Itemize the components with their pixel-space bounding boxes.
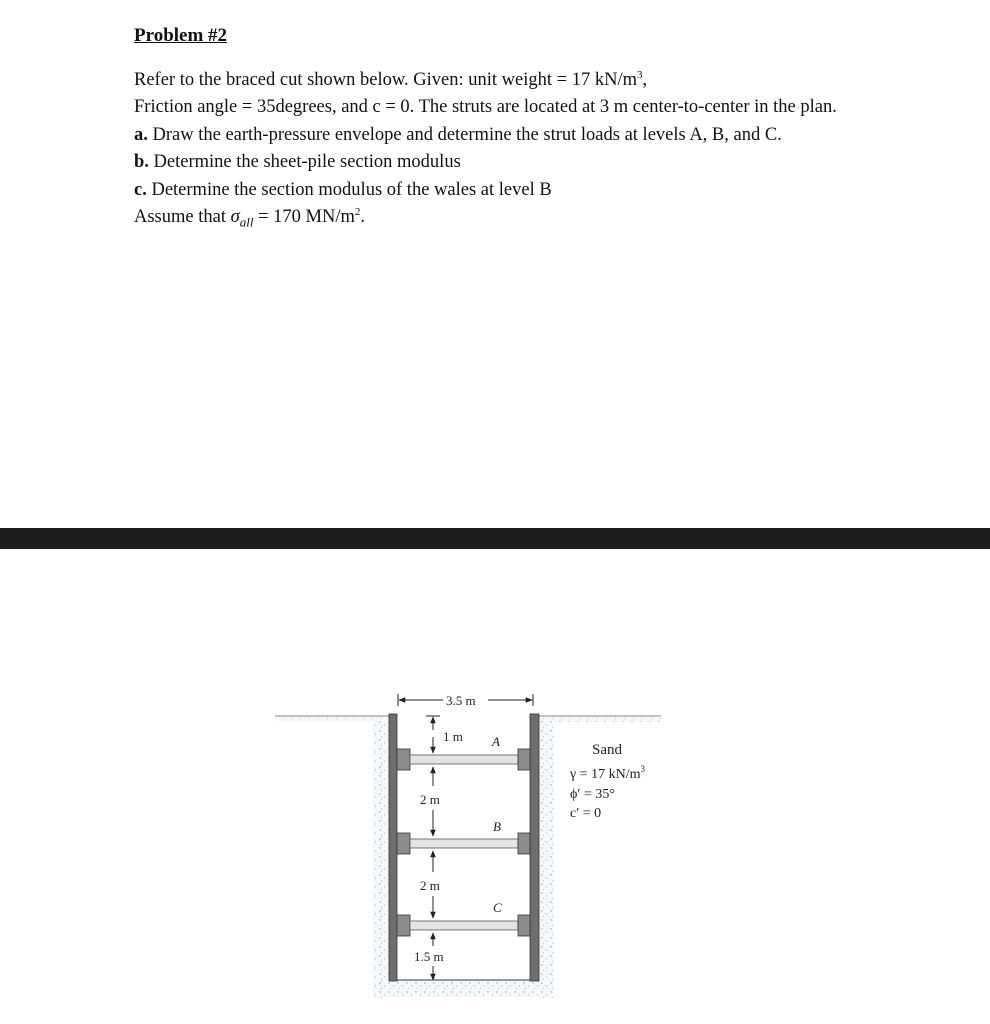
dim-bottom-label: 1.5 m bbox=[414, 949, 444, 964]
intro-line-1-text: Refer to the braced cut shown below. Given: unit weight = 17 kN/m bbox=[134, 69, 637, 90]
dim-top-label: 1 m bbox=[443, 729, 463, 744]
strut-c bbox=[410, 921, 518, 930]
level-c-label: C bbox=[493, 900, 502, 915]
part-a-label: a. bbox=[134, 124, 148, 145]
part-c-label: c. bbox=[134, 179, 147, 200]
part-c-text: Determine the section modulus of the wales at level B bbox=[146, 179, 552, 200]
cohesion-label: c′ = 0 bbox=[570, 806, 602, 821]
gamma-sup: 3 bbox=[640, 764, 645, 774]
problem-title: Problem #2 bbox=[134, 25, 228, 46]
assume-sup: 2 bbox=[354, 205, 361, 218]
soil-name: Sand bbox=[592, 742, 622, 758]
wale-b-left bbox=[397, 833, 410, 854]
assume-pre: Assume that bbox=[134, 207, 231, 227]
level-a-label: A bbox=[492, 734, 500, 749]
sigma-symbol: σ bbox=[230, 207, 240, 227]
soil-right-surface bbox=[539, 716, 661, 722]
intro-line-1-end: , bbox=[642, 69, 648, 90]
soil-left-wall-zone bbox=[373, 716, 390, 998]
assume-mid: = 170 MN/m bbox=[253, 207, 355, 227]
wale-b-right bbox=[518, 833, 530, 854]
soil-right-wall-zone bbox=[539, 716, 553, 998]
wale-a-right bbox=[518, 749, 530, 770]
intro-line-1-sup: 3 bbox=[636, 68, 643, 81]
wale-c-right bbox=[518, 915, 530, 936]
wale-a-left bbox=[397, 749, 410, 770]
sheet-pile-left bbox=[389, 714, 397, 981]
gamma-text: γ = 17 kN/m bbox=[570, 767, 641, 782]
soil-bottom bbox=[373, 980, 553, 997]
part-b-label: b. bbox=[134, 152, 149, 172]
width-label: 3.5 m bbox=[446, 693, 476, 708]
dim-bc-label: 2 m bbox=[420, 878, 440, 893]
gamma-label bbox=[569, 764, 645, 782]
part-b-text: Determine the sheet-pile section modulus bbox=[148, 152, 461, 172]
wale-c-left bbox=[397, 915, 410, 936]
level-b-label: B bbox=[493, 819, 501, 834]
part-a-text: Draw the earth-pressure envelope and determine the strut loads at levels A, B, and C. bbox=[147, 124, 782, 145]
phi-label: ϕ′ = 35° bbox=[570, 787, 615, 802]
strut-a bbox=[410, 755, 518, 764]
sigma-sub-text: all bbox=[239, 214, 254, 230]
strut-b bbox=[410, 839, 518, 848]
intro-line-2: Friction angle = 35degrees, and c = 0. The struts are located at 3 m center-to-center in the plan. bbox=[134, 97, 837, 117]
dim-ab-label: 2 m bbox=[420, 792, 440, 807]
soil-left bbox=[275, 716, 389, 721]
sheet-pile-right bbox=[530, 714, 539, 981]
assume-post: . bbox=[360, 207, 365, 227]
